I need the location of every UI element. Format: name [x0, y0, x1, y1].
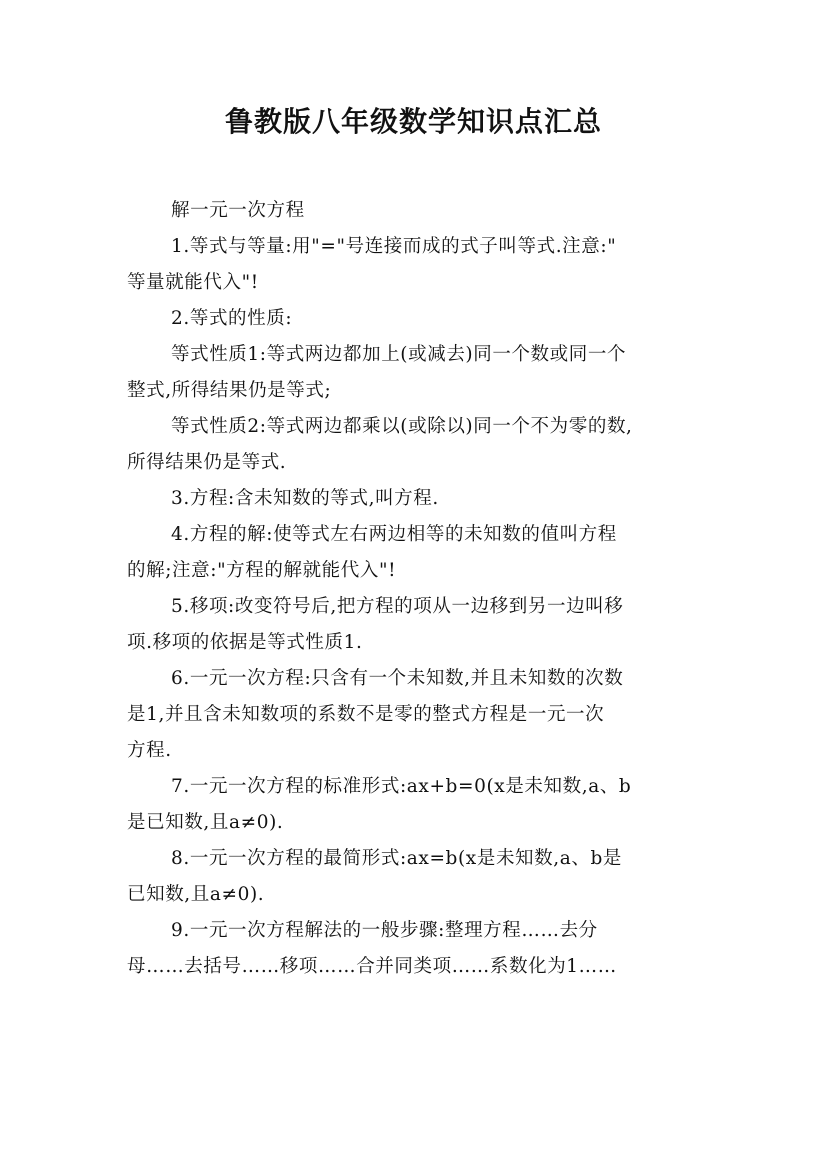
paragraph-line: 9.一元一次方程解法的一般步骤:整理方程……去分 — [171, 920, 598, 941]
paragraph-line: 6.一元一次方程:只含有一个未知数,并且未知数的次数 — [171, 668, 624, 689]
paragraph-line: 是已知数,且a≠0). — [127, 812, 284, 833]
paragraph-line: 所得结果仍是等式. — [127, 452, 287, 473]
paragraph-line: 等式性质2:等式两边都乘以(或除以)同一个不为零的数, — [171, 416, 633, 437]
paragraph-line: 等量就能代入"! — [127, 272, 259, 293]
document-title: 鲁教版八年级数学知识点汇总 — [224, 105, 602, 138]
paragraph-line: 2.等式的性质: — [171, 308, 293, 329]
document-body — [127, 193, 705, 985]
paragraph-line: 整式,所得结果仍是等式; — [127, 380, 332, 401]
paragraph-line: 等式性质1:等式两边都加上(或减去)同一个数或同一个 — [171, 344, 627, 365]
paragraph-line: 项.移项的依据是等式性质1. — [127, 632, 363, 653]
paragraph-line: 母……去括号……移项……合并同类项……系数化为1…… — [127, 956, 617, 977]
paragraph-line: 方程. — [127, 740, 172, 761]
paragraph-line: 3.方程:含未知数的等式,叫方程. — [171, 488, 439, 509]
paragraph-line: 解一元一次方程 — [171, 200, 305, 221]
paragraph-line: 5.移项:改变符号后,把方程的项从一边移到另一边叫移 — [171, 596, 624, 617]
paragraph-line: 已知数,且a≠0). — [127, 884, 265, 905]
paragraph-line: 是1,并且含未知数项的系数不是零的整式方程是一元一次 — [127, 704, 605, 725]
paragraph-line: 7.一元一次方程的标准形式:ax+b=0(x是未知数,a、b — [171, 776, 632, 797]
paragraph-line: 4.方程的解:使等式左右两边相等的未知数的值叫方程 — [171, 524, 617, 545]
paragraph-line: 1.等式与等量:用"="号连接而成的式子叫等式.注意:" — [171, 236, 617, 257]
paragraph-line: 8.一元一次方程的最简形式:ax=b(x是未知数,a、b是 — [171, 848, 622, 869]
paragraph-line: 的解;注意:"方程的解就能代入"! — [127, 560, 397, 581]
